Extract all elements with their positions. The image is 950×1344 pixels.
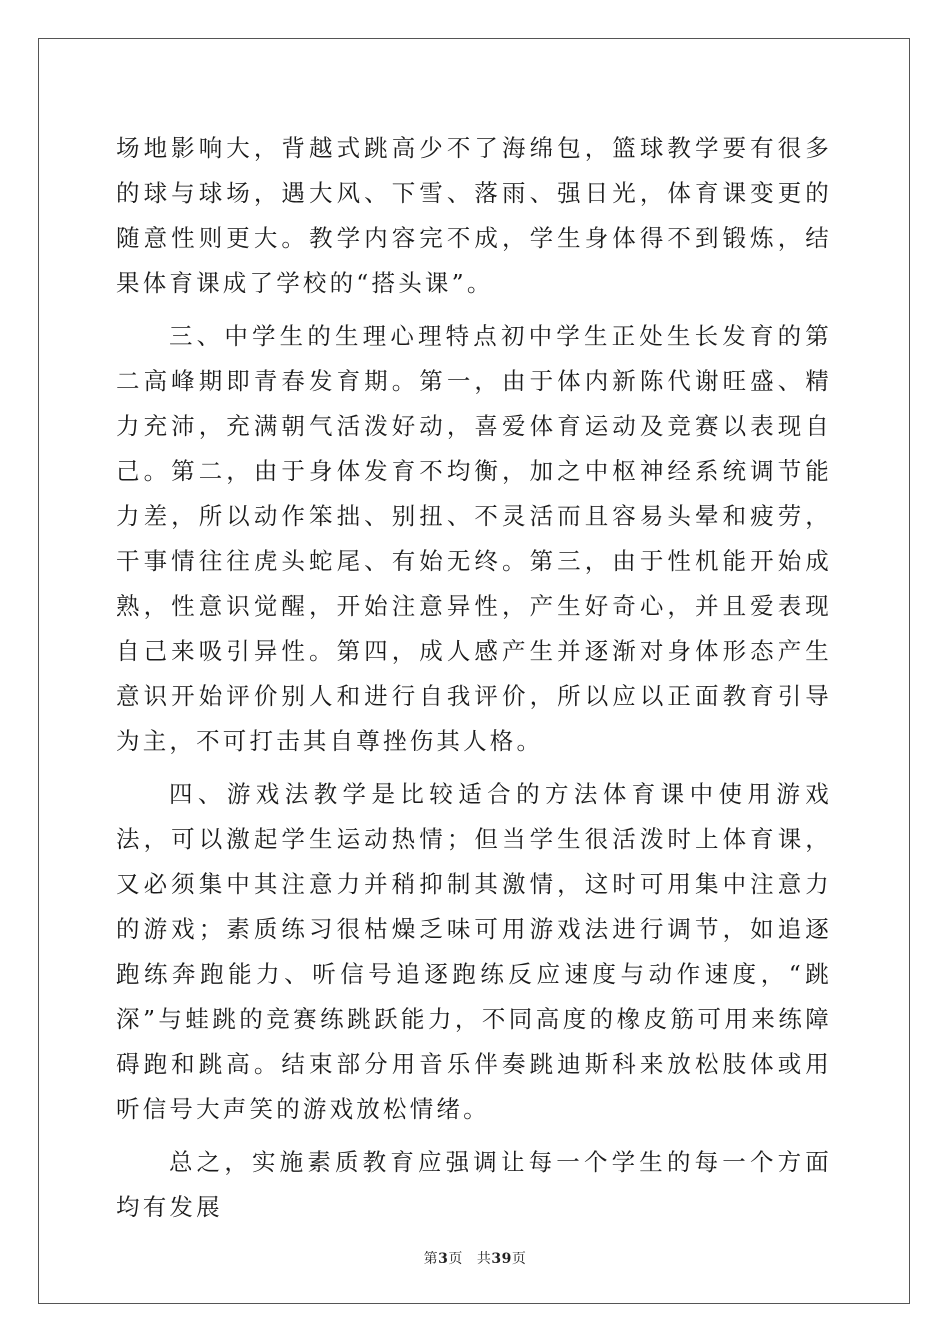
paragraph-2: 三、中学生的生理心理特点初中学生正处生长发育的第二高峰期即青春发育期。第一，由于体内新陈代谢旺盛、精力充沛，充满朝气活泼好动，喜爱体育运动及竞赛以表现自己。第二，由于身体发育不均衡，加之中枢神经系统调节能力差，所以动作笨拙、别扭、不灵活而且容易头晕和疲劳，干事情往往虎头蛇尾、有始无终。第三，由于性机能开始成熟，性意识觉醒，开始注意异性，产生好奇心，并且爱表现自己来吸引异性。第四，成人感产生并逐渐对身体形态产生意识开始评价别人和进行自我评价，所以应以正面教育引导为主，不可打击其自尊挫伤其人格。 (116, 322, 832, 755)
paragraph-4: 总之，实施素质教育应强调让每一个学生的每一个方面均有发展 (116, 1148, 832, 1221)
page-prefix: 第 (423, 1251, 439, 1267)
page-footer (0, 1248, 950, 1268)
total-prefix: 共 (476, 1251, 492, 1267)
document-body (116, 126, 832, 1230)
paragraph-1: 场地影响大，背越式跳高少不了海绵包，篮球教学要有很多的球与球场，遇大风、下雪、落雨、强日光，体育课变更的随意性则更大。教学内容完不成，学生身体得不到锻炼，结果体育课成了学校的“搭头课”。 (116, 134, 832, 297)
page-number: 3 (438, 1251, 449, 1267)
page-suffix: 页 (448, 1251, 463, 1267)
total-pages: 39 (491, 1251, 512, 1267)
paragraph-3: 四、游戏法教学是比较适合的方法体育课中使用游戏法，可以激起学生运动热情；但当学生很活泼时上体育课，又必须集中其注意力并稍抑制其激情，这时可用集中注意力的游戏；素质练习很枯燥乏味可用游戏法进行调节，如追逐跑练奔跑能力、听信号追逐跑练反应速度与动作速度，“跳深”与蛙跳的竞赛练跳跃能力，不同高度的橡皮筋可用来练障碍跑和跳高。结束部分用音乐伴奏跳迪斯科来放松肢体或用听信号大声笑的游戏放松情绪。 (116, 780, 832, 1123)
total-suffix: 页 (511, 1251, 527, 1267)
